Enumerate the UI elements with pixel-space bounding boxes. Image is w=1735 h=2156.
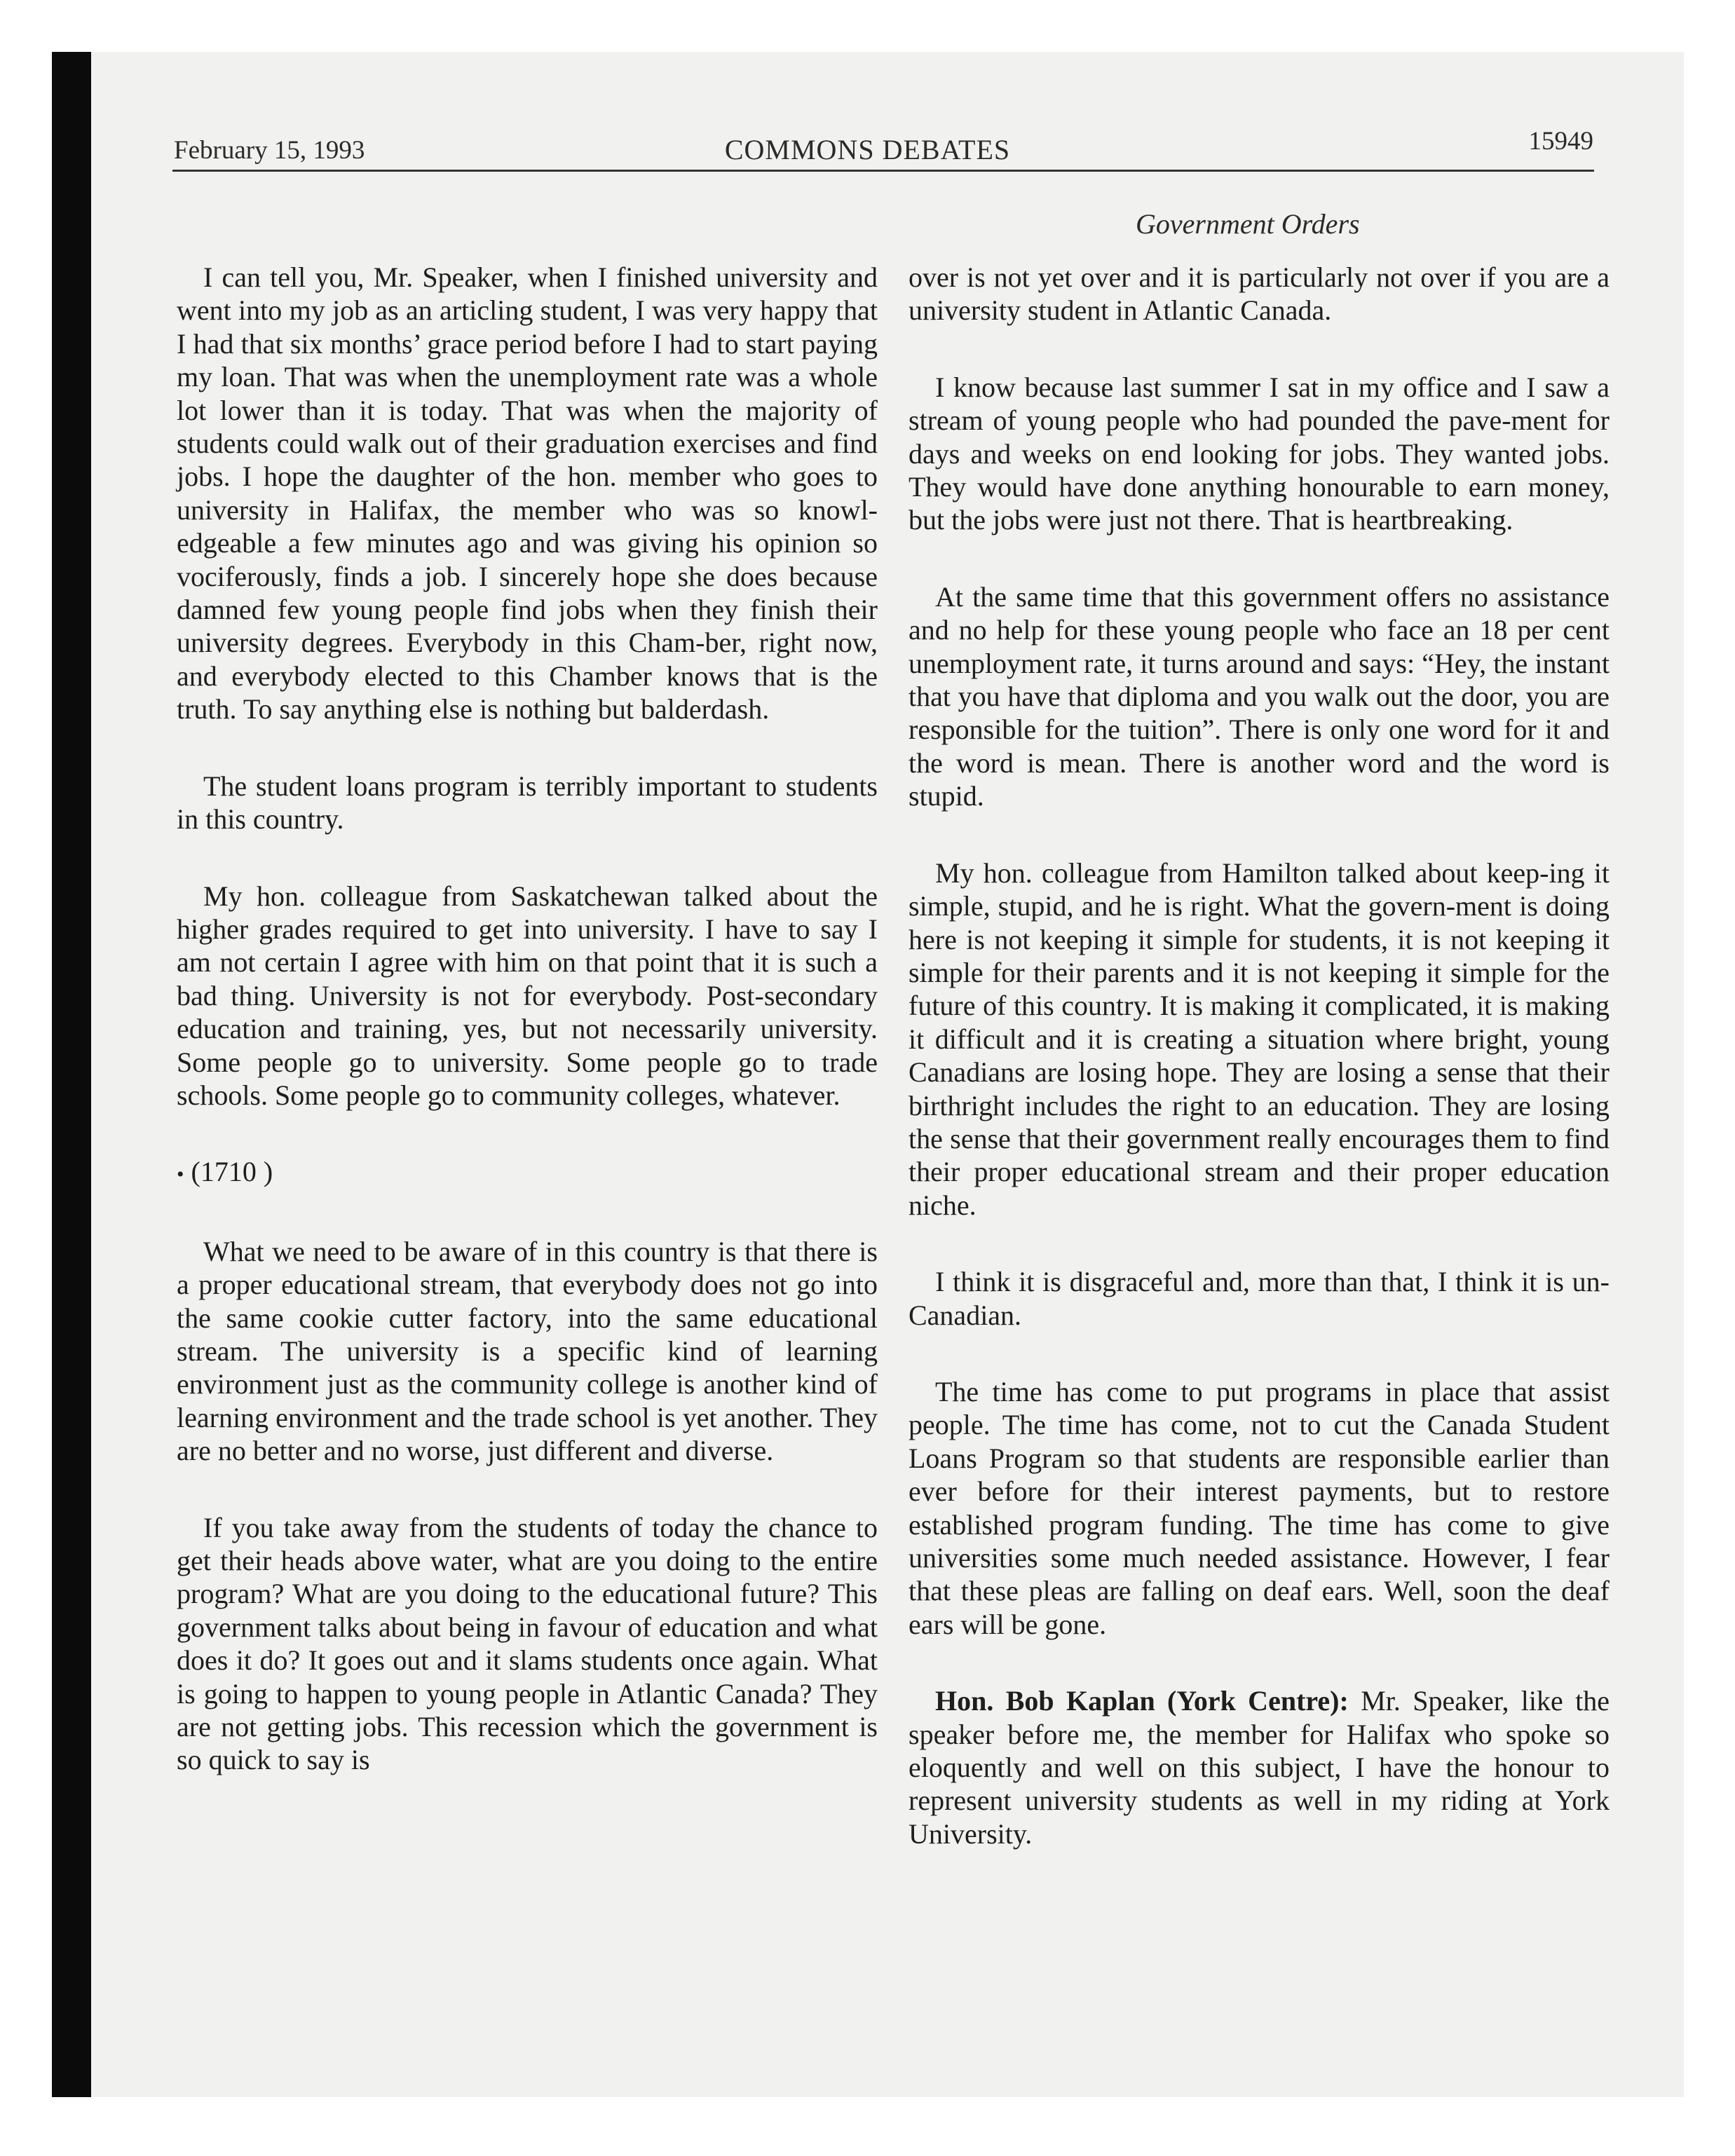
header-title: COMMONS DEBATES <box>724 134 1011 165</box>
section-label: Government Orders <box>1136 208 1360 240</box>
paragraph-continued: over is not yet over and it is particularly not over if you are a university student in Atlantic Canada. <box>909 261 1610 327</box>
right-column <box>909 261 1610 1894</box>
paragraph: I can tell you, Mr. Speaker, when I finished university and went into my job as an articling student, I was very happy that I had that six months’ grace period before I had to start paying my loan. That was when the unemployment rate was a whole lot lower than it is today. That was when the majority of students could walk out of their graduation exercises and find jobs. I hope the daughter of the hon. member who goes to university in Halifax, the member who was so knowl-edgeable a few minutes ago and was giving his opinion so vociferously, finds a job. I sincerely hope she does because damned few young people find jobs when they finish their university degrees. Everybody in this Cham-ber, right now, and everybody elected to this Chamber knows that is the truth. To say anything else is nothing but balderdash. <box>177 261 878 725</box>
time-marker <box>177 1155 878 1191</box>
bullet-icon: • <box>177 1163 184 1187</box>
speaker-name: Hon. Bob Kaplan (York Centre): <box>935 1685 1349 1717</box>
paragraph: My hon. colleague from Saskatchewan talked about the higher grades required to get into university. I have to say I am not certain I agree with him on that point that it is such a bad thing. University is not for everybody. Post-secondary education and training, yes, but not necessarily university. Some people go to university. Some people go to trade schools. Some people go to community colleges, whatever. <box>177 880 878 1111</box>
page-number: 15949 <box>1528 127 1593 156</box>
left-column <box>177 261 878 1820</box>
speech-text: Mr. Speaker, like the speaker before me, the member for Halifax who spoke so eloquently and well on this subject, I have the honour to represent university students as well in my riding at York University. <box>909 1685 1610 1850</box>
paragraph: The time has come to put programs in place that assist people. The time has come, not to cut the Canada Student Loans Program so that students are responsible earlier than ever before for their interest payments, but to restore established program funding. The time has come to give universities some much needed assistance. However, I fear that these pleas are falling on deaf ears. Well, soon the deaf ears will be gone. <box>909 1375 1610 1640</box>
paragraph: If you take away from the students of today the chance to get their heads above water, what are you doing to the entire program? What are you doing to the educational future? This government talks about being in favour of education and what does it do? It goes out and it slams students once again. What is going to happen to young people in Atlantic Canada? They are not getting jobs. This recession which the government is so quick to say is <box>177 1511 878 1776</box>
time-marker-text: (1710 ) <box>191 1156 273 1188</box>
paragraph: The student loans program is terribly important to students in this country. <box>177 770 878 835</box>
header-date: February 15, 1993 <box>174 136 365 165</box>
paragraph: I know because last summer I sat in my office and I saw a stream of young people who had pounded the pave-ment for days and weeks on end looking for jobs. They wanted jobs. They would have done anything honourable to earn money, but the jobs were just not there. That is heartbreaking. <box>909 371 1610 536</box>
paragraph: What we need to be aware of in this country is that there is a proper educational stream, that everybody does not go into the same cookie cutter factory, into the same educational stream. The university is a specific kind of learning environment just as the community college is another kind of learning environment and the trade school is yet another. They are no better and no worse, just different and diverse. <box>177 1235 878 1467</box>
header-rule <box>172 170 1594 172</box>
paragraph: At the same time that this government offers no assistance and no help for these young people who face an 18 per cent unemployment rate, it turns around and says: “Hey, the instant that you have that diploma and you walk out the door, you are responsible for the tuition”. There is only one word for it and the word is mean. There is another word and the word is stupid. <box>909 580 1610 812</box>
paragraph: My hon. colleague from Hamilton talked about keep-ing it simple, stupid, and he is right. What the govern-ment is doing here is not keeping it simple for students, it is not keeping it simple for their parents and it is not keeping it simple for the future of this country. It is making it complicated, it is making it difficult and it is creating a situation where bright, young Canadians are losing hope. They are losing a sense that their birthright includes the right to an education. They are losing the sense that their government really encourages them to find their proper educational stream and their proper education niche. <box>909 857 1610 1221</box>
speech-paragraph <box>909 1684 1610 1850</box>
scan-edge-shadow <box>52 52 91 2097</box>
paragraph: I think it is disgraceful and, more than that, I think it is un-Canadian. <box>909 1266 1610 1331</box>
